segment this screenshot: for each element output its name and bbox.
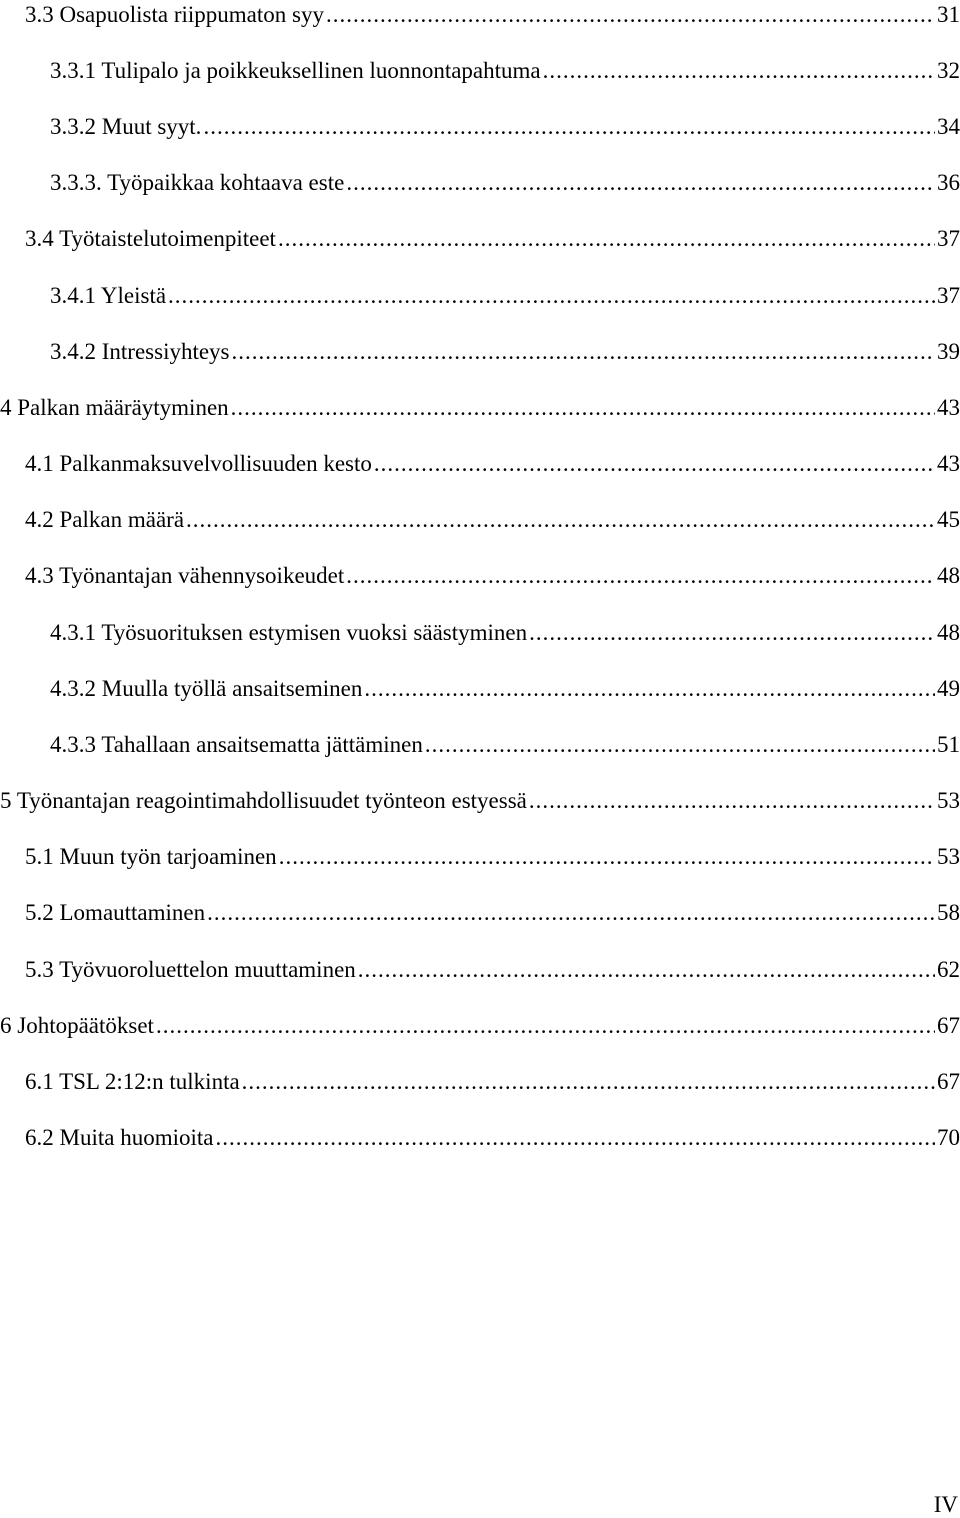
dot-leader — [278, 224, 935, 254]
toc-entry-page: 37 — [937, 226, 960, 251]
toc-entry[interactable] — [25, 449, 960, 479]
toc-entry-page: 39 — [937, 339, 960, 364]
dot-leader — [425, 730, 935, 760]
toc-entry[interactable] — [0, 1011, 960, 1041]
dot-leader — [346, 168, 935, 198]
toc-entry-title: 3.4.1 Yleistä — [50, 283, 167, 308]
toc-entry-page: 49 — [937, 676, 960, 701]
dot-leader — [207, 898, 935, 928]
toc-entry[interactable] — [25, 1123, 960, 1153]
toc-entry-page: 51 — [937, 732, 960, 757]
dot-leader — [186, 505, 935, 535]
page-number: IV — [933, 1492, 958, 1517]
toc-entry-title: 5 Työnantajan reagointimahdollisuudet työnteon estyessä — [0, 788, 527, 813]
toc-entry-page: 67 — [937, 1069, 960, 1094]
dot-leader — [358, 955, 935, 985]
toc-entry-title: 6 Johtopäätökset — [0, 1013, 154, 1038]
toc-entry-title: 3.4.2 Intressiyhteys — [50, 339, 230, 364]
toc-entry-page: 58 — [937, 900, 960, 925]
toc-entry-title: 4.2 Palkan määrä — [25, 507, 185, 532]
dot-leader — [543, 56, 935, 86]
toc-entry-title: 5.3 Työvuoroluettelon muuttaminen — [25, 957, 356, 982]
toc-entry[interactable] — [25, 955, 960, 985]
dot-leader — [156, 1011, 935, 1041]
toc-entry[interactable] — [25, 0, 960, 30]
toc-entry-title: 4.3.2 Muulla työllä ansaitseminen — [50, 676, 363, 701]
toc-entry-page: 67 — [937, 1013, 960, 1038]
toc-entry-page: 70 — [937, 1125, 960, 1150]
toc-entry[interactable] — [50, 168, 960, 198]
toc-entry-page: 48 — [937, 620, 960, 645]
toc-entry[interactable] — [50, 56, 960, 86]
toc-entry[interactable] — [50, 618, 960, 648]
dot-leader — [364, 674, 935, 704]
toc-entry-page: 48 — [937, 563, 960, 588]
toc-entry-title: 4.3.3 Tahallaan ansaitsematta jättäminen — [50, 732, 423, 757]
toc-entry-title: 6.1 TSL 2:12:n tulkinta — [25, 1069, 240, 1094]
toc-entry-page: 36 — [937, 170, 960, 195]
toc-entry-page: 37 — [937, 283, 960, 308]
toc-entry[interactable] — [25, 898, 960, 928]
toc-entry-title: 4 Palkan määräytyminen — [0, 395, 229, 420]
toc-entry-title: 5.2 Lomauttaminen — [25, 900, 206, 925]
toc-entry[interactable] — [0, 786, 960, 816]
toc-entry-title: 4.3.1 Työsuorituksen estymisen vuoksi säästyminen — [50, 620, 528, 645]
toc-entry-title: 3.3.2 Muut syyt. — [50, 114, 202, 139]
dot-leader — [326, 0, 935, 30]
toc-entry-page: 45 — [937, 507, 960, 532]
toc-entry-title: 3.3 Osapuolista riippumaton syy — [25, 2, 324, 27]
dot-leader — [242, 1067, 935, 1097]
toc-entry-title: 6.2 Muita huomioita — [25, 1125, 214, 1150]
toc-entry-page: 34 — [937, 114, 960, 139]
toc-entry-title: 3.4 Työtaistelutoimenpiteet — [25, 226, 276, 251]
toc-entry[interactable] — [50, 112, 960, 142]
toc-entry-page: 43 — [937, 451, 960, 476]
toc-entry[interactable] — [25, 505, 960, 535]
dot-leader — [232, 337, 935, 367]
toc-entry-page: 32 — [937, 58, 960, 83]
dot-leader — [529, 786, 935, 816]
toc-entry[interactable] — [50, 730, 960, 760]
toc-entry[interactable] — [50, 337, 960, 367]
dot-leader — [279, 842, 935, 872]
dot-leader — [215, 1123, 935, 1153]
toc-entry[interactable] — [50, 281, 960, 311]
toc-entry[interactable] — [25, 561, 960, 591]
toc-entry-title: 3.3.3. Työpaikkaa kohtaava este — [50, 170, 345, 195]
toc-entry[interactable] — [25, 842, 960, 872]
dot-leader — [231, 393, 935, 423]
toc-entry-page: 62 — [937, 957, 960, 982]
toc-entry-title: 5.1 Muun työn tarjoaminen — [25, 844, 277, 869]
toc-entry[interactable] — [0, 393, 960, 423]
dot-leader — [346, 561, 935, 591]
dot-leader — [168, 281, 935, 311]
dot-leader — [374, 449, 935, 479]
toc-entry-page: 53 — [937, 788, 960, 813]
toc-entry[interactable] — [25, 224, 960, 254]
toc-entry-page: 53 — [937, 844, 960, 869]
dot-leader — [529, 618, 935, 648]
toc-entry[interactable] — [25, 1067, 960, 1097]
toc-entry-title: 4.3 Työnantajan vähennysoikeudet — [25, 563, 345, 588]
toc-entry-page: 43 — [937, 395, 960, 420]
dot-leader — [203, 112, 935, 142]
toc-entry-title: 4.1 Palkanmaksuvelvollisuuden kesto — [25, 451, 372, 476]
toc-entry[interactable] — [50, 674, 960, 704]
toc-entry-title: 3.3.1 Tulipalo ja poikkeuksellinen luonnontapahtuma — [50, 58, 541, 83]
toc-entry-page: 31 — [937, 2, 960, 27]
